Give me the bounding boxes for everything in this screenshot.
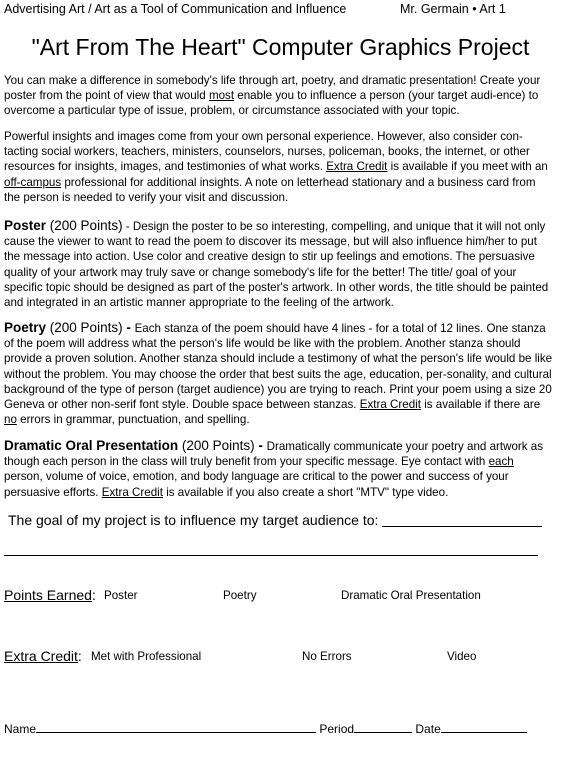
goal-answer-line[interactable] [382, 526, 542, 527]
oral-paragraph [4, 438, 554, 500]
oral-heading-group [4, 438, 267, 453]
intro-text-2: enable you to influence a person (your target audi-ence) to overcome a particular type of issue, problem, or circumstance associated with your topic. [4, 89, 539, 118]
intro-paragraph [4, 73, 554, 119]
period-label: Period [319, 722, 355, 736]
extra-credit-video: Video [447, 650, 477, 663]
oral-points: (200 Points) [178, 438, 255, 453]
points-earned-row [4, 587, 554, 607]
oral-dash: - [254, 438, 267, 453]
footer-fields [4, 722, 527, 736]
insights-paragraph [4, 129, 554, 205]
points-poetry: Poetry [223, 589, 257, 602]
insights-off-campus: off-campus [4, 175, 62, 189]
name-line[interactable] [36, 722, 316, 733]
poster-text: - Design the poster to be so interesting, compelling, and unique that it will not only cause the viewer to want to read the poem to discover its message, but will also influence him/her to put the message into action. Use color and creative design to stir up feelings and emotions. The persuasive quality of your artwork may truly save or change somebody's life for the better! The title/ goal of your specific topic should be designed as part of the poster's artwork. In other words, the title should be painted and integrated in an artistic manner appropriate to the feeling of the artwork. [4, 220, 549, 310]
poetry-paragraph [4, 320, 554, 427]
poetry-dash: - [122, 320, 135, 335]
teacher-info: Mr. Germain • Art 1 [400, 2, 506, 16]
extra-credit-label-group [4, 648, 82, 664]
extra-credit-label: Extra Credit [4, 648, 78, 664]
poster-heading-group [4, 218, 123, 233]
intro-text: You can make a difference in somebody's life through art, poetry, and dramatic presentation! Create your poster from the point of view that would [4, 74, 541, 103]
insights-text-3: professional for additional insights. A note on letterhead stationary and a business card from the person is needed to verify your visit and discussion. [4, 175, 536, 204]
goal-answer-line-2[interactable] [4, 555, 538, 556]
poetry-text-3: errors in grammar, punctuation, and spelling. [16, 413, 250, 427]
oral-heading: Dramatic Oral Presentation [4, 438, 179, 453]
insights-text-2: is available if you meet with an [387, 160, 548, 174]
extra-credit-colon: : [77, 648, 82, 664]
name-label: Name [4, 722, 37, 736]
points-earned-label: Points Earned [4, 587, 92, 603]
poetry-no: no [4, 413, 17, 427]
intro-emphasis: most [208, 89, 235, 103]
poetry-heading-group [4, 320, 135, 335]
points-oral-presentation: Dramatic Oral Presentation [341, 589, 481, 602]
extra-credit-row [4, 648, 554, 668]
date-line[interactable] [441, 722, 527, 733]
poster-paragraph [4, 218, 554, 310]
oral-each: each [488, 455, 514, 469]
insights-text: Powerful insights and images come from your own personal experience. However, also consider con-tacting social workers, teachers, ministers, counselors, nurses, policeman, books, the internet, or other resources for insights, images, and testimonies of what works. [4, 130, 530, 174]
points-earned-colon: : [91, 587, 96, 603]
poster-points: (200 Points) [46, 218, 123, 233]
poetry-text: Each stanza of the poem should have 4 lines - for a total of 12 lines. One stanza of the poem will address what the person's life would be like with the problem. Another stanza should provide a proven solution. Another stanza should include a testimony of what the person's life would be like without the problem. You may choose the order that best suits the age, education, per-sonality, and cultural background of the type of person (target audience) you are trying to reach. Print your poem using a size 20 Geneva or other non-serif font style. Double space between stanzas. [4, 322, 553, 412]
period-line[interactable] [354, 722, 412, 733]
extra-credit-no-errors: No Errors [302, 650, 352, 663]
date-label: Date [415, 722, 441, 736]
extra-credit-professional: Met with Professional [91, 650, 202, 663]
oral-text-3: is available if you also create a short "MTV" type video. [162, 485, 449, 499]
insights-extra-credit: Extra Credit [326, 160, 388, 174]
poster-heading: Poster [4, 218, 47, 233]
course-title: Advertising Art / Art as a Tool of Communication and Influence [4, 2, 347, 16]
poetry-extra-credit: Extra Credit [359, 398, 421, 412]
poetry-points: (200 Points) [46, 320, 123, 335]
points-poster: Poster [104, 589, 138, 602]
poetry-heading: Poetry [4, 320, 47, 335]
goal-statement: The goal of my project is to influence my target audience to: [8, 512, 379, 528]
oral-text: Dramatically communicate your poetry and artwork as though each person in the class will truly benefit from your specific message. Eye contact with [4, 440, 544, 469]
page-title: "Art From The Heart" Computer Graphics Project [31, 34, 530, 60]
oral-text-2: person, volume of voice, emotion, and body language are critical to the power and success of your persuasive efforts. [4, 470, 509, 499]
poetry-text-2: is available if there are [420, 398, 541, 412]
oral-extra-credit: Extra Credit [101, 485, 163, 499]
points-earned-label-group [4, 587, 96, 603]
